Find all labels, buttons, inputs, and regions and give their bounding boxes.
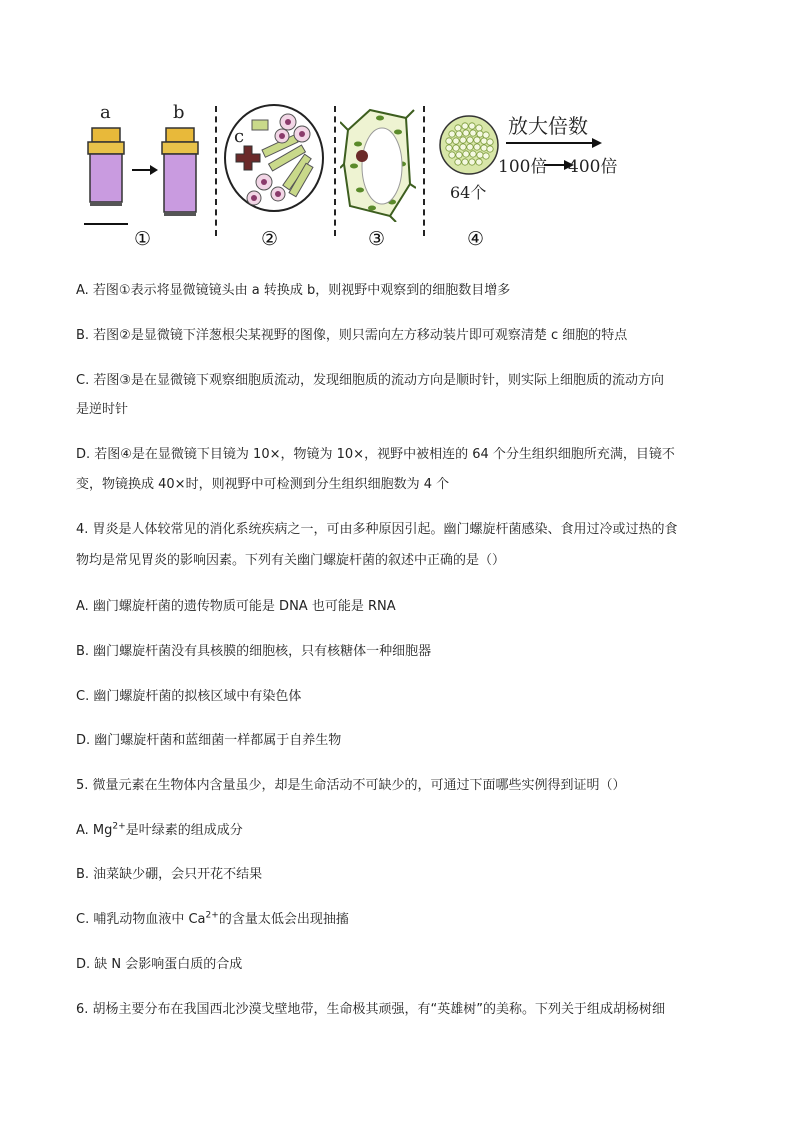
- label-c: c: [234, 126, 245, 147]
- option-3d-line1: D. 若图④是在显微镜下目镜为 10×，物镜为 10×，视野中被相连的 64 个分生组织细胞所充满，目镜不: [76, 447, 675, 462]
- option-5a-post: 是叶绿素的组成成分: [125, 823, 243, 838]
- cell-cluster-illustration: [438, 114, 500, 176]
- plant-cell-illustration: [340, 104, 416, 222]
- option-5a-pre: A. Mg: [76, 823, 113, 838]
- option-4c: C. 幽门螺旋杆菌的拟核区域中有染色体: [76, 689, 302, 704]
- root-tip-illustration: [222, 102, 328, 214]
- panel-2-root-tip-view: [222, 102, 328, 214]
- option-5b: B. 油菜缺少硼，会只开花不结果: [76, 867, 263, 882]
- microscope-figure: [78, 100, 638, 260]
- option-5a: [76, 818, 716, 844]
- panel-number-2: ②: [261, 228, 279, 250]
- magnification-to: 400倍: [568, 157, 618, 177]
- question-4-line2: 物均是常见胃炎的影响因素。下列有关幽门螺旋杆菌的叙述中正确的是（）: [76, 553, 506, 568]
- question-5: 5. 微量元素在生物体内含量虽少，却是生命活动不可缺少的，可通过下面哪些实例得到证明（）: [76, 778, 626, 793]
- panel-1-lenses: [78, 100, 208, 230]
- panel-number-4: ④: [467, 228, 485, 250]
- option-5c-post: 的含量太低会出现抽搐: [218, 912, 349, 927]
- panel-3-plant-cell: [340, 104, 416, 222]
- lens-switch-illustration: [78, 100, 208, 230]
- option-4a: A. 幽门螺旋杆菌的遗传物质可能是 DNA 也可能是 RNA: [76, 599, 396, 614]
- option-3b: B. 若图②是显微镜下洋葱根尖某视野的图像，则只需向左方移动装片即可观察清楚 c 细胞的特点: [76, 328, 628, 343]
- magnification-title: 放大倍数: [508, 114, 588, 138]
- panel-4-magnification: [438, 114, 500, 176]
- panel-number-1: ①: [134, 228, 152, 250]
- magnification-arrow-icon: [504, 138, 604, 148]
- divider-2: [334, 106, 336, 236]
- panel-number-3: ③: [368, 228, 386, 250]
- option-5a-sup: 2+: [112, 821, 126, 832]
- option-5c-sup: 2+: [205, 910, 219, 921]
- option-5c-pre: C. 哺乳动物血液中 Ca: [76, 912, 206, 927]
- divider-3: [423, 106, 425, 236]
- divider-1: [215, 106, 217, 236]
- option-3c-line2: 是逆时针: [76, 402, 129, 417]
- option-3d-line2: 变，物镜换成 40×时，则视野中可检测到分生组织细胞数为 4 个: [76, 477, 450, 492]
- option-5c: [76, 907, 716, 933]
- question-4-line1: 4. 胃炎是人体较常见的消化系统疾病之一，可由多种原因引起。幽门螺旋杆菌感染、食用过冷或过热的食: [76, 522, 678, 537]
- label-a: a: [100, 102, 111, 123]
- option-3a: A. 若图①表示将显微镜镜头由 a 转换成 b，则视野中观察到的细胞数目增多: [76, 283, 511, 298]
- magnification-from: 100倍: [498, 157, 548, 177]
- cell-count-label: 64个: [450, 183, 487, 202]
- option-3c-line1: C. 若图③是在显微镜下观察细胞质流动，发现细胞质的流动方向是顺时针，则实际上细胞质的流动方向: [76, 373, 664, 388]
- question-6-line1: 6. 胡杨主要分布在我国西北沙漠戈壁地带，生命极其顽强，有“英雄树”的美称。下列关于组成胡杨树细: [76, 1002, 666, 1017]
- option-4d: D. 幽门螺旋杆菌和蓝细菌一样都属于自养生物: [76, 733, 342, 748]
- label-b: b: [173, 102, 185, 123]
- option-5d: D. 缺 N 会影响蛋白质的合成: [76, 957, 243, 972]
- option-4b: B. 幽门螺旋杆菌没有具核膜的细胞核，只有核糖体一种细胞器: [76, 644, 432, 659]
